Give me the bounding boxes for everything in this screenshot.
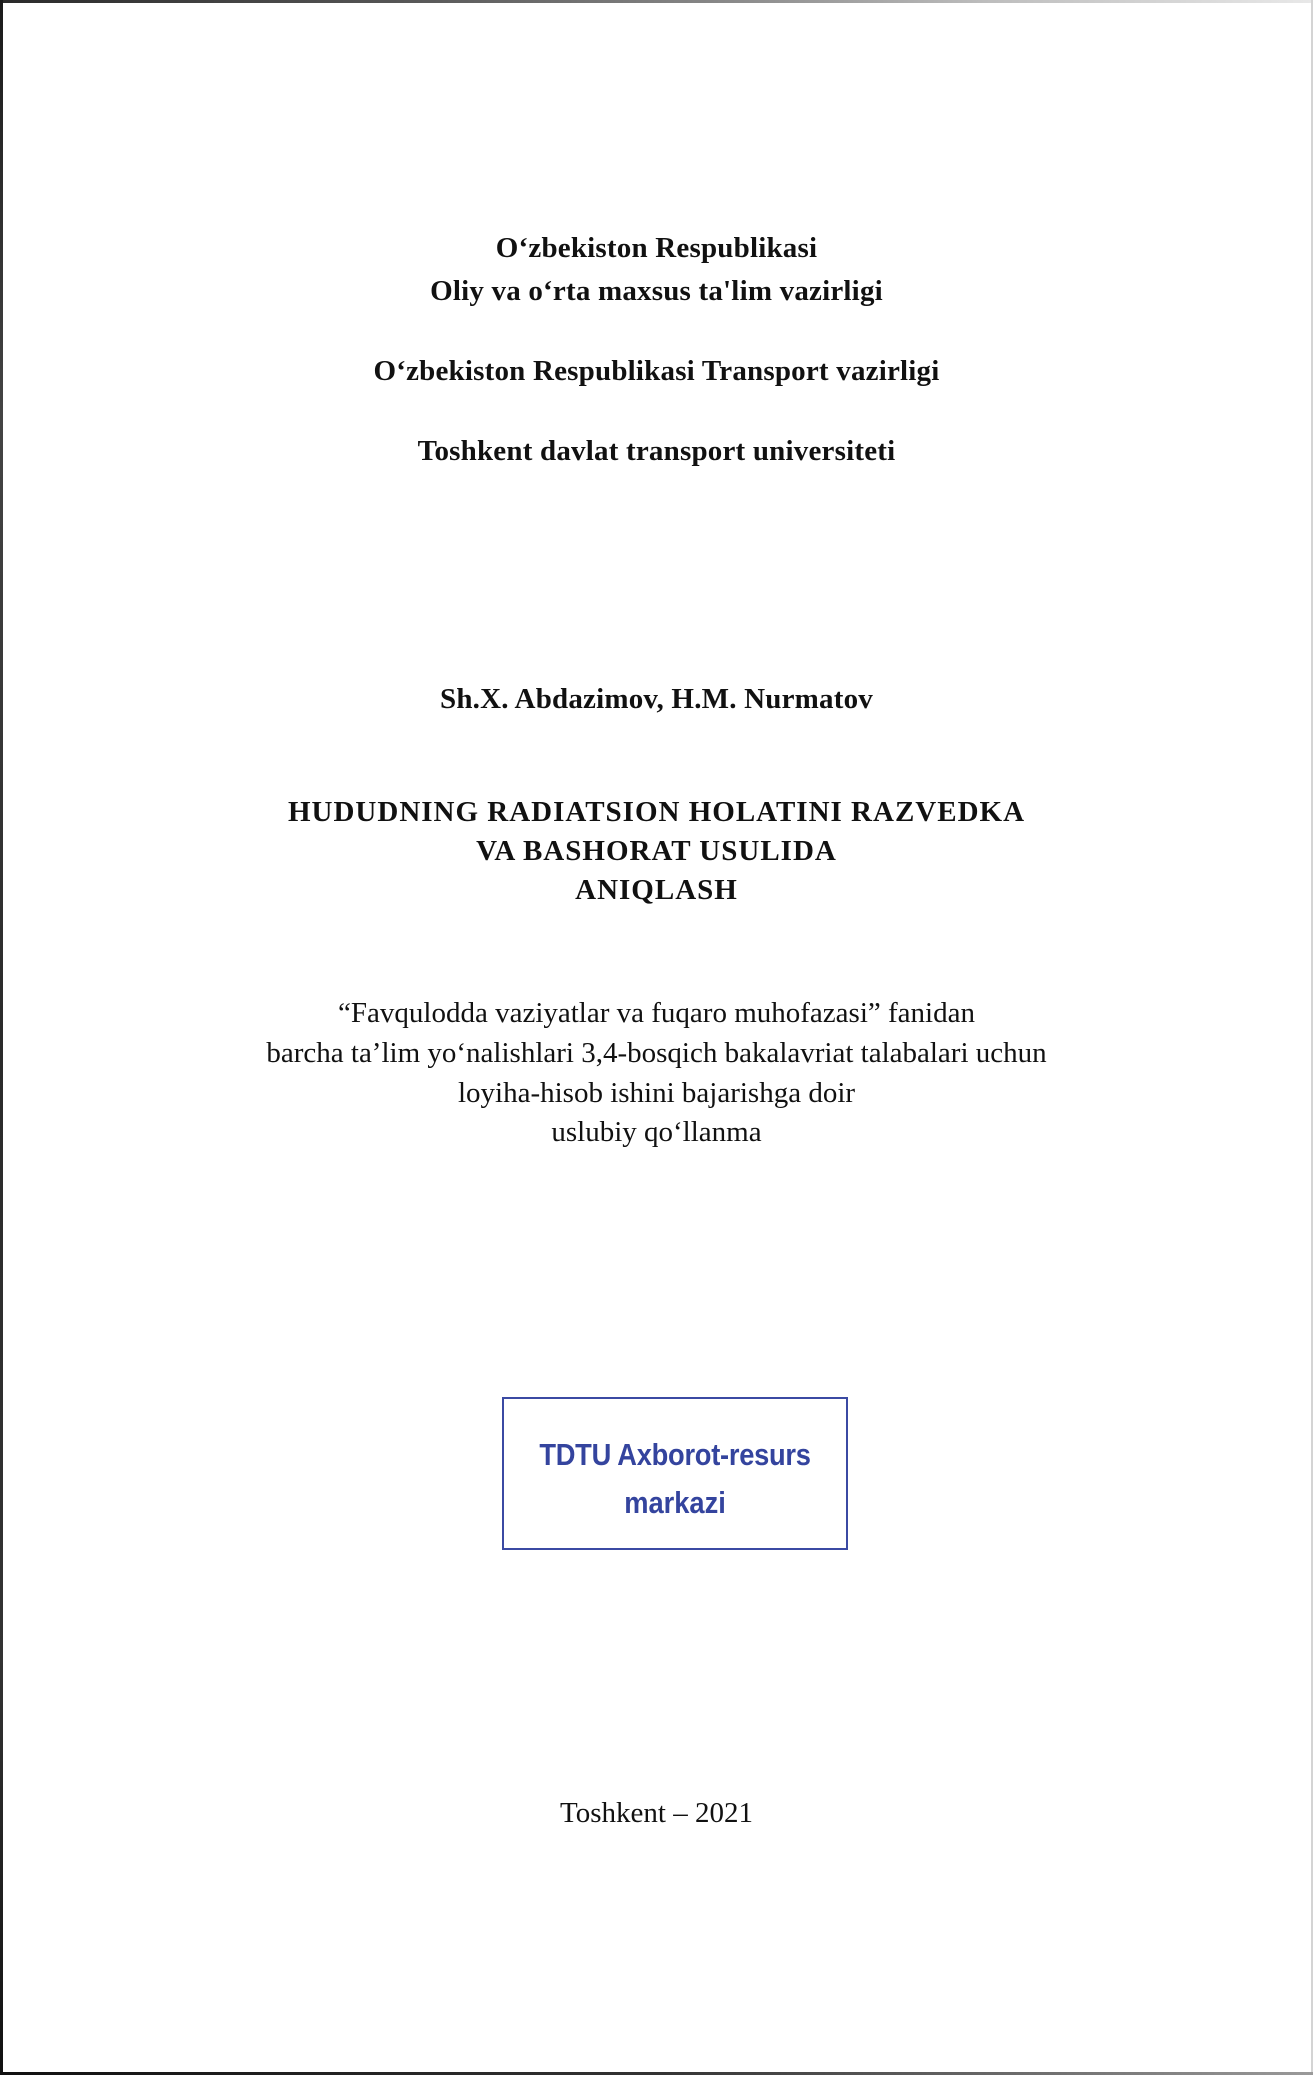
book-title-line3: ANIQLASH xyxy=(575,874,738,906)
scan-edge-top xyxy=(0,0,1313,3)
higher-education-ministry: Oliy va o‘rta maxsus ta'lim vazirligi xyxy=(430,275,883,307)
university-name: Toshkent davlat transport universiteti xyxy=(417,435,896,467)
subtitle-line4: uslubiy qo‘llanma xyxy=(551,1116,762,1148)
authors: Sh.X. Abdazimov, H.M. Nurmatov xyxy=(440,683,873,715)
subtitle-line2: barcha ta’lim yo‘nalishlari 3,4-bosqich bakalavriat talabalari uchun xyxy=(266,1037,1047,1069)
book-title-line1: HUDUDNING RADIATSION HOLATINI RAZVEDKA xyxy=(287,796,1026,828)
place-and-year: Toshkent – 2021 xyxy=(560,1797,753,1829)
subtitle-line3: loyiha-hisob ishini bajarishga doir xyxy=(457,1077,856,1109)
library-stamp xyxy=(502,1397,848,1550)
subtitle-line1: “Favqulodda vaziyatlar va fuqaro muhofazasi” fanidan xyxy=(338,997,975,1029)
book-title-line2: VA BASHORAT USULIDA xyxy=(476,835,837,867)
stamp-line1: TDTU Axborot-resurs xyxy=(539,1437,811,1472)
republic-name: O‘zbekiston Respublikasi xyxy=(495,232,818,264)
stamp-line2: markazi xyxy=(624,1485,726,1520)
transport-ministry: O‘zbekiston Respublikasi Transport vazirligi xyxy=(373,355,940,387)
